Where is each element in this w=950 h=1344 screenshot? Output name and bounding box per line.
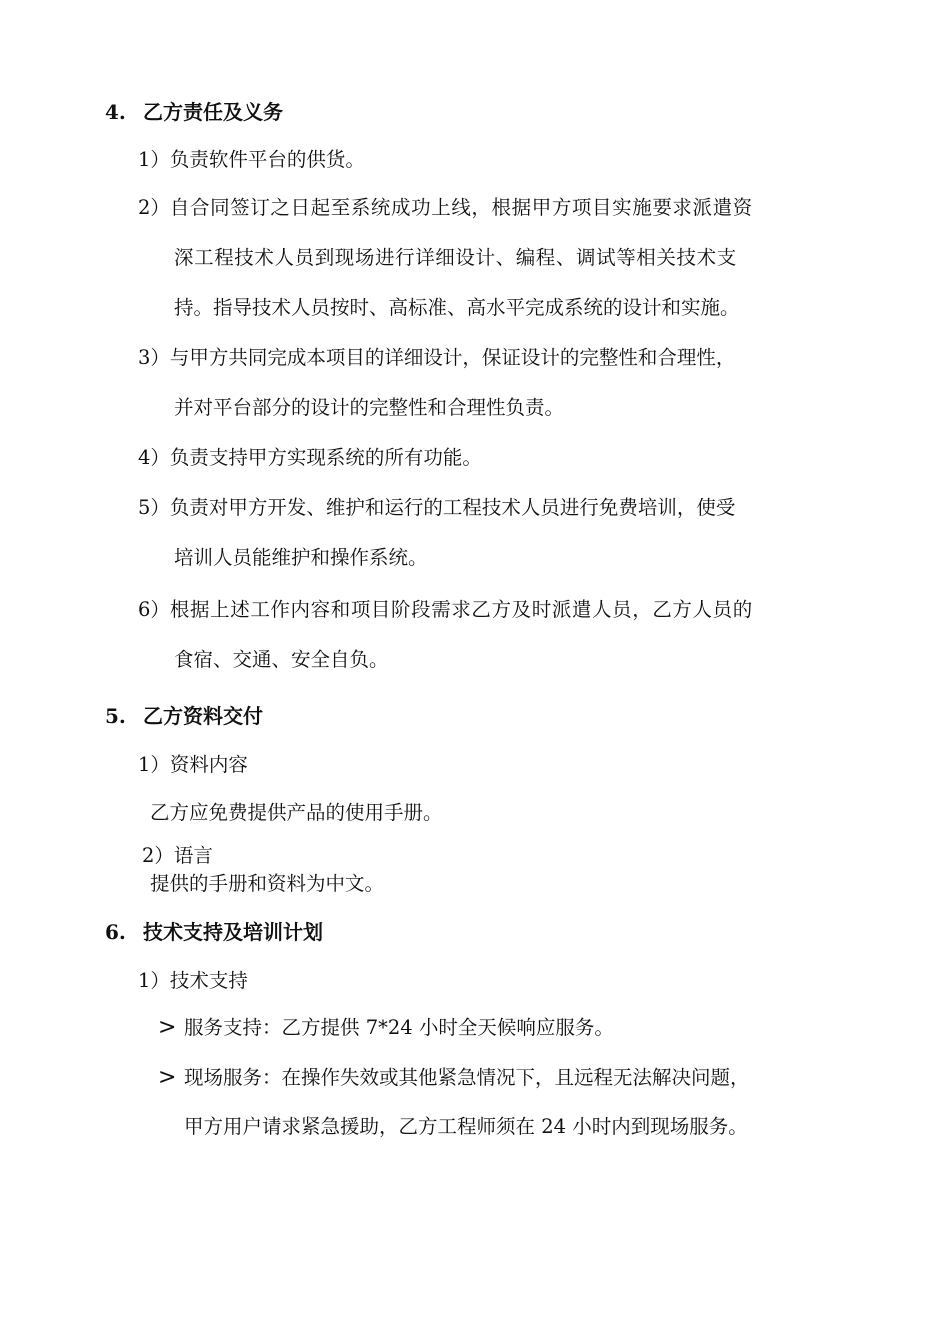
item-label: 语言 — [173, 844, 213, 867]
section-title: 乙方责任及义务 — [143, 100, 283, 124]
item-text: 根据上述工作内容和项目阶段需求乙方及时派遣人员，乙方人员的 — [169, 598, 753, 621]
list-item — [138, 749, 248, 777]
section-number: 5. — [105, 704, 126, 728]
item-label: 资料内容 — [169, 753, 248, 776]
list-item — [138, 594, 753, 622]
section-6-heading — [105, 916, 323, 945]
paragraph: 提供的手册和资料为中文。 — [150, 872, 385, 895]
item-text: 与甲方共同完成本项目的详细设计，保证设计的完整性和合理性， — [169, 346, 736, 369]
item-marker: 3） — [138, 346, 170, 369]
list-item — [142, 840, 213, 868]
item-text: 负责软件平台的供货。 — [169, 148, 365, 171]
list-item — [138, 192, 753, 220]
section-4-heading — [105, 96, 283, 125]
item-marker: 1） — [138, 753, 170, 776]
section-number: 6. — [105, 920, 126, 944]
item-text-continuation: 食宿、交通、安全自负。 — [174, 648, 389, 671]
item-marker: 1） — [138, 148, 170, 171]
item-marker: 6） — [138, 598, 170, 621]
list-item — [138, 342, 735, 370]
bullet-item — [158, 1012, 614, 1040]
section-5-heading — [105, 700, 263, 729]
list-item — [138, 144, 365, 172]
item-text-continuation: 并对平台部分的设计的完整性和合理性负责。 — [174, 396, 565, 419]
paragraph: 乙方应免费提供产品的使用手册。 — [150, 801, 443, 824]
item-text: 负责对甲方开发、维护和运行的工程技术人员进行免费培训，使受 — [169, 496, 736, 519]
item-text-continuation: 培训人员能维护和操作系统。 — [174, 546, 428, 569]
section-title: 乙方资料交付 — [143, 704, 263, 728]
bullet-text: 服务支持：乙方提供 7*24 小时全天候响应服务。 — [184, 1016, 614, 1039]
list-item — [138, 965, 248, 993]
item-marker: 4） — [138, 446, 170, 469]
list-item — [138, 492, 735, 520]
item-label: 技术支持 — [169, 969, 248, 992]
item-text-continuation: 持。指导技术人员按时、高标准、高水平完成系统的设计和实施。 — [174, 296, 740, 319]
arrow-bullet-icon: > — [158, 1065, 177, 1090]
bullet-text-continuation: 甲方用户请求紧急援助，乙方工程师须在 24 小时内到现场服务。 — [184, 1115, 748, 1138]
arrow-bullet-icon: > — [158, 1015, 177, 1040]
bullet-text: 现场服务：在操作失效或其他紧急情况下，且远程无法解决问题， — [184, 1066, 750, 1089]
item-text: 自合同签订之日起至系统成功上线，根据甲方项目实施要求派遣资 — [169, 196, 753, 219]
item-marker: 1） — [138, 969, 170, 992]
section-title: 技术支持及培训计划 — [143, 920, 323, 944]
item-marker: 2） — [142, 844, 174, 867]
item-marker: 2） — [138, 196, 170, 219]
item-text-continuation: 深工程技术人员到现场进行详细设计、编程、调试等相关技术支 — [174, 246, 737, 269]
item-text: 负责支持甲方实现系统的所有功能。 — [169, 446, 482, 469]
bullet-item — [158, 1062, 750, 1090]
list-item — [138, 442, 482, 470]
section-number: 4. — [105, 100, 126, 124]
item-marker: 5） — [138, 496, 170, 519]
